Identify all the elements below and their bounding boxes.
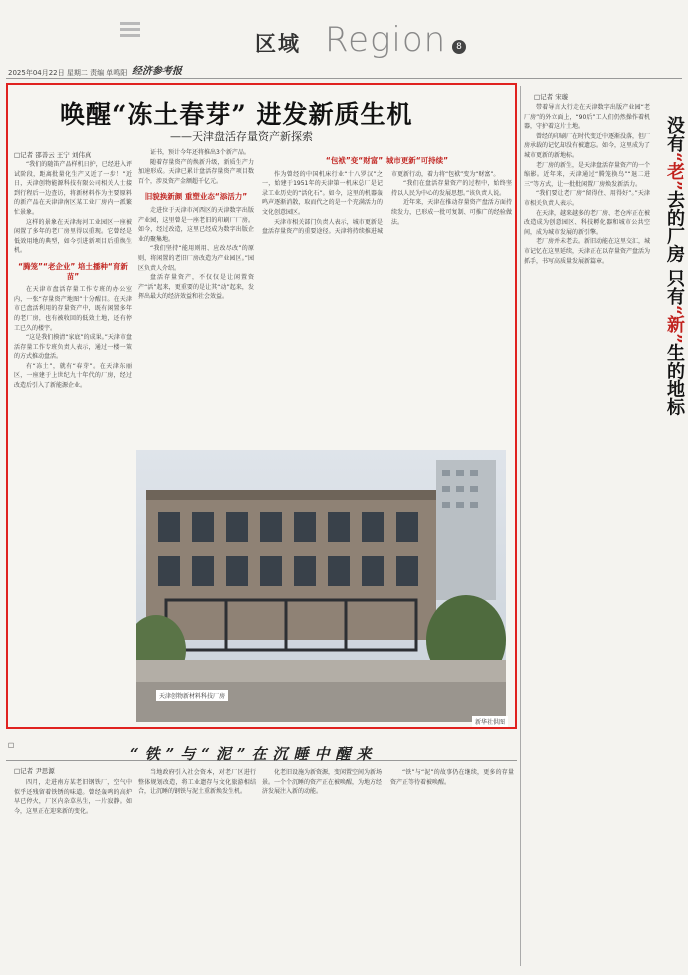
paragraph: 在天津市盘活存量工作专班的办公室内，一张“存量资产地图”十分醒目。在天津市已盘活利用的存量资产中，既有闲置多年的老厂房，也有被收回的低效土地，还有停工已久的楼宇。	[14, 286, 132, 332]
title-highlight: “老”	[664, 152, 685, 191]
main-headline: 唤醒“冻土春芽” 进发新质生机	[60, 100, 413, 129]
paragraph: 走进位于天津市河西区的天津数字出版产业园，这里曾是一座老旧的印刷厂厂房。如今，经过改造，这里已经成为数字出版企业的聚集地。	[138, 206, 254, 243]
paragraph: 带着导言大行走在天津数字出版产业园“老厂房”的外立面上，“90后”工人们仍然操作着机器，守护着这片土地。	[524, 104, 650, 131]
paragraph: 老厂房并未老去。新旧动能在这里交汇，城市记忆在这里延续，天津正在以存量资产盘活为抓手，书写高质量发展新篇章。	[524, 238, 650, 265]
subheading: “腾笼”“老企业” 培土播种“育新苗”	[18, 261, 128, 281]
paragraph: 曾经的印刷厂在时代变迁中逐渐没落，但厂房承载的记忆却没有被遗忘。如今，这里成为了城市更新的新地标。	[524, 132, 650, 159]
paragraph: 天津市相关部门负责人表示，城市更新是盘活存量资产的重要途径。天津将持续推进城市更新行动，着力将“包袱”变为“财富”。	[262, 170, 500, 236]
paragraph: 在天津，越来越多的老厂房、老仓库正在被改造成为创意园区、科技孵化器和城市公共空间，成为城市发展的新引擎。	[524, 209, 650, 236]
bottom-column-3	[262, 768, 382, 968]
subheading: “包袱”变“财富” 城市更新“可持续”	[325, 156, 449, 165]
paragraph: 有“冻土”，就有“春芽”。在天津东丽区，一座建于上世纪九十年代的厂房，经过改造后引入了新能源企业。	[14, 362, 132, 390]
paragraph: 盘活存量资产，不仅仅是让闲置资产“活”起来，更重要的是让其“动”起来，发挥出最大的经济效益和社会效益。	[138, 274, 254, 301]
title-part: 只有	[664, 269, 685, 305]
factory-photo	[136, 450, 506, 722]
column-divider	[520, 86, 521, 966]
bottom-byline-marker: □	[8, 741, 15, 749]
masthead	[0, 0, 688, 80]
bottom-column-1	[14, 778, 132, 968]
main-column-3	[262, 150, 512, 446]
paragraph: 老厂房的新生，是天津盘活存量资产的一个缩影。近年来，天津通过“腾笼换鸟”“退二进三”等方式，让一批批闲置厂房焕发新活力。	[524, 161, 650, 188]
paragraph: “我们在盘活存量资产的过程中，始终坚持以人民为中心的发展思想。”该负责人说。	[391, 180, 512, 197]
header-divider	[6, 78, 682, 79]
section-bars-decoration	[120, 22, 140, 42]
photo-credit: 新华社供图	[472, 716, 508, 727]
subheading: 旧貌换新颜 重塑业态“添活力”	[144, 192, 248, 202]
paragraph: 当地政府引入社会资本，对老厂区进行整体规划改造，将工业遗存与文化旅游相结合，让沉睡的钢铁与泥土重新焕发生机。	[138, 769, 256, 796]
main-byline: □记者 邵善云 王宁 刘伟真	[14, 151, 92, 159]
bottom-byline: □记者 尹思源	[14, 767, 55, 775]
page-number: 8	[452, 40, 466, 54]
bottom-headline: “铁”与“泥”在沉睡中醒来	[130, 745, 378, 763]
paragraph: “我们要让老厂房“留得住、用得好”。”天津市相关负责人表示。	[524, 190, 650, 207]
title-part: 去的厂房	[664, 190, 685, 263]
paragraph: “铁”与“泥”的故事仍在继续，更多的存量资产正等待着被唤醒。	[390, 769, 514, 786]
paragraph: “我们坚持“能用则用、应改尽改”的原则，将闲置的老旧厂房改造为产业园区。”园区负责人介绍。	[138, 245, 254, 272]
paper-logo: 经济参考报	[132, 66, 182, 77]
paragraph: 作为曾经的中国机床行业“十八罗汉”之一，始建于1951年的天津第一机床总厂是记录工业历史的“活化石”。如今，这里的机器轰鸣声逐渐消散，取而代之的是一个充满活力的文化创意园区。	[262, 170, 383, 216]
main-subheadline: ——天津盘活存量资产新探索	[170, 130, 313, 143]
section-title-en: Region	[325, 20, 447, 60]
main-column-1	[14, 160, 132, 725]
paragraph: 随着存量资产的焕新升级，新质生产力加速形成。天津已累计盘活存量资产项目数百个，涉及资产金额超千亿元。	[138, 158, 254, 185]
bottom-column-2	[138, 768, 256, 968]
bottom-column-4	[390, 768, 514, 968]
title-part: 生的地标	[664, 343, 685, 416]
right-article-body	[524, 103, 650, 965]
paragraph: 化老旧设施为新资源，变闲置空间为新场景。一个个沉睡的资产正在被唤醒，为地方经济发展注入新的动能。	[262, 769, 382, 796]
main-column-2	[138, 148, 254, 446]
right-article-title	[655, 116, 685, 416]
paragraph: 证书，预计今年还将推出3个新产品。	[150, 149, 250, 156]
section-title-cn: 区域	[255, 31, 301, 56]
paragraph: 四月，走进南方某老旧钢铁厂，空气中似乎还残留着铁锈的味道。曾经轰鸣的高炉早已停火，厂区内杂草丛生，一片寂静。如今，这里正在迎来新的变化。	[14, 779, 132, 815]
factory-photo-illustration	[136, 450, 506, 722]
paragraph: “这是我们摸清“家底”的成果。”天津市盘活存量工作专班负责人表示，通过一楼一策的方式推动盘活。	[14, 334, 132, 361]
title-highlight: “新”	[664, 305, 685, 344]
photo-caption: 天津创物新材料科技厂房	[156, 690, 228, 701]
right-byline: □记者 宋璇	[534, 93, 569, 101]
paragraph: “我们的随笛产品样机日护，已经进入评试阶段，距离批量化生产又近了一步！”近日，天津创物能源科技有限公司相关人士接到行程后一边查访，将新材料作为主要原料的新产品在天津津南区某工业厂房内一派繁忙景象。	[14, 161, 132, 216]
dateline: 2025年04月22日 星期二 责编 单鸣阳	[8, 69, 128, 77]
paragraph: 近年来，天津在推动存量资产盘活方面持续发力，已形成一批可复制、可推广的经验做法。	[391, 199, 512, 226]
paragraph: 这样的景象在天津海河工业园区一座被闲置了多年的老厂房里得以重现。它曾经是低效用地的典型，如今引进新项目后重焕生机。	[14, 218, 132, 255]
title-part: 没有	[664, 116, 685, 152]
